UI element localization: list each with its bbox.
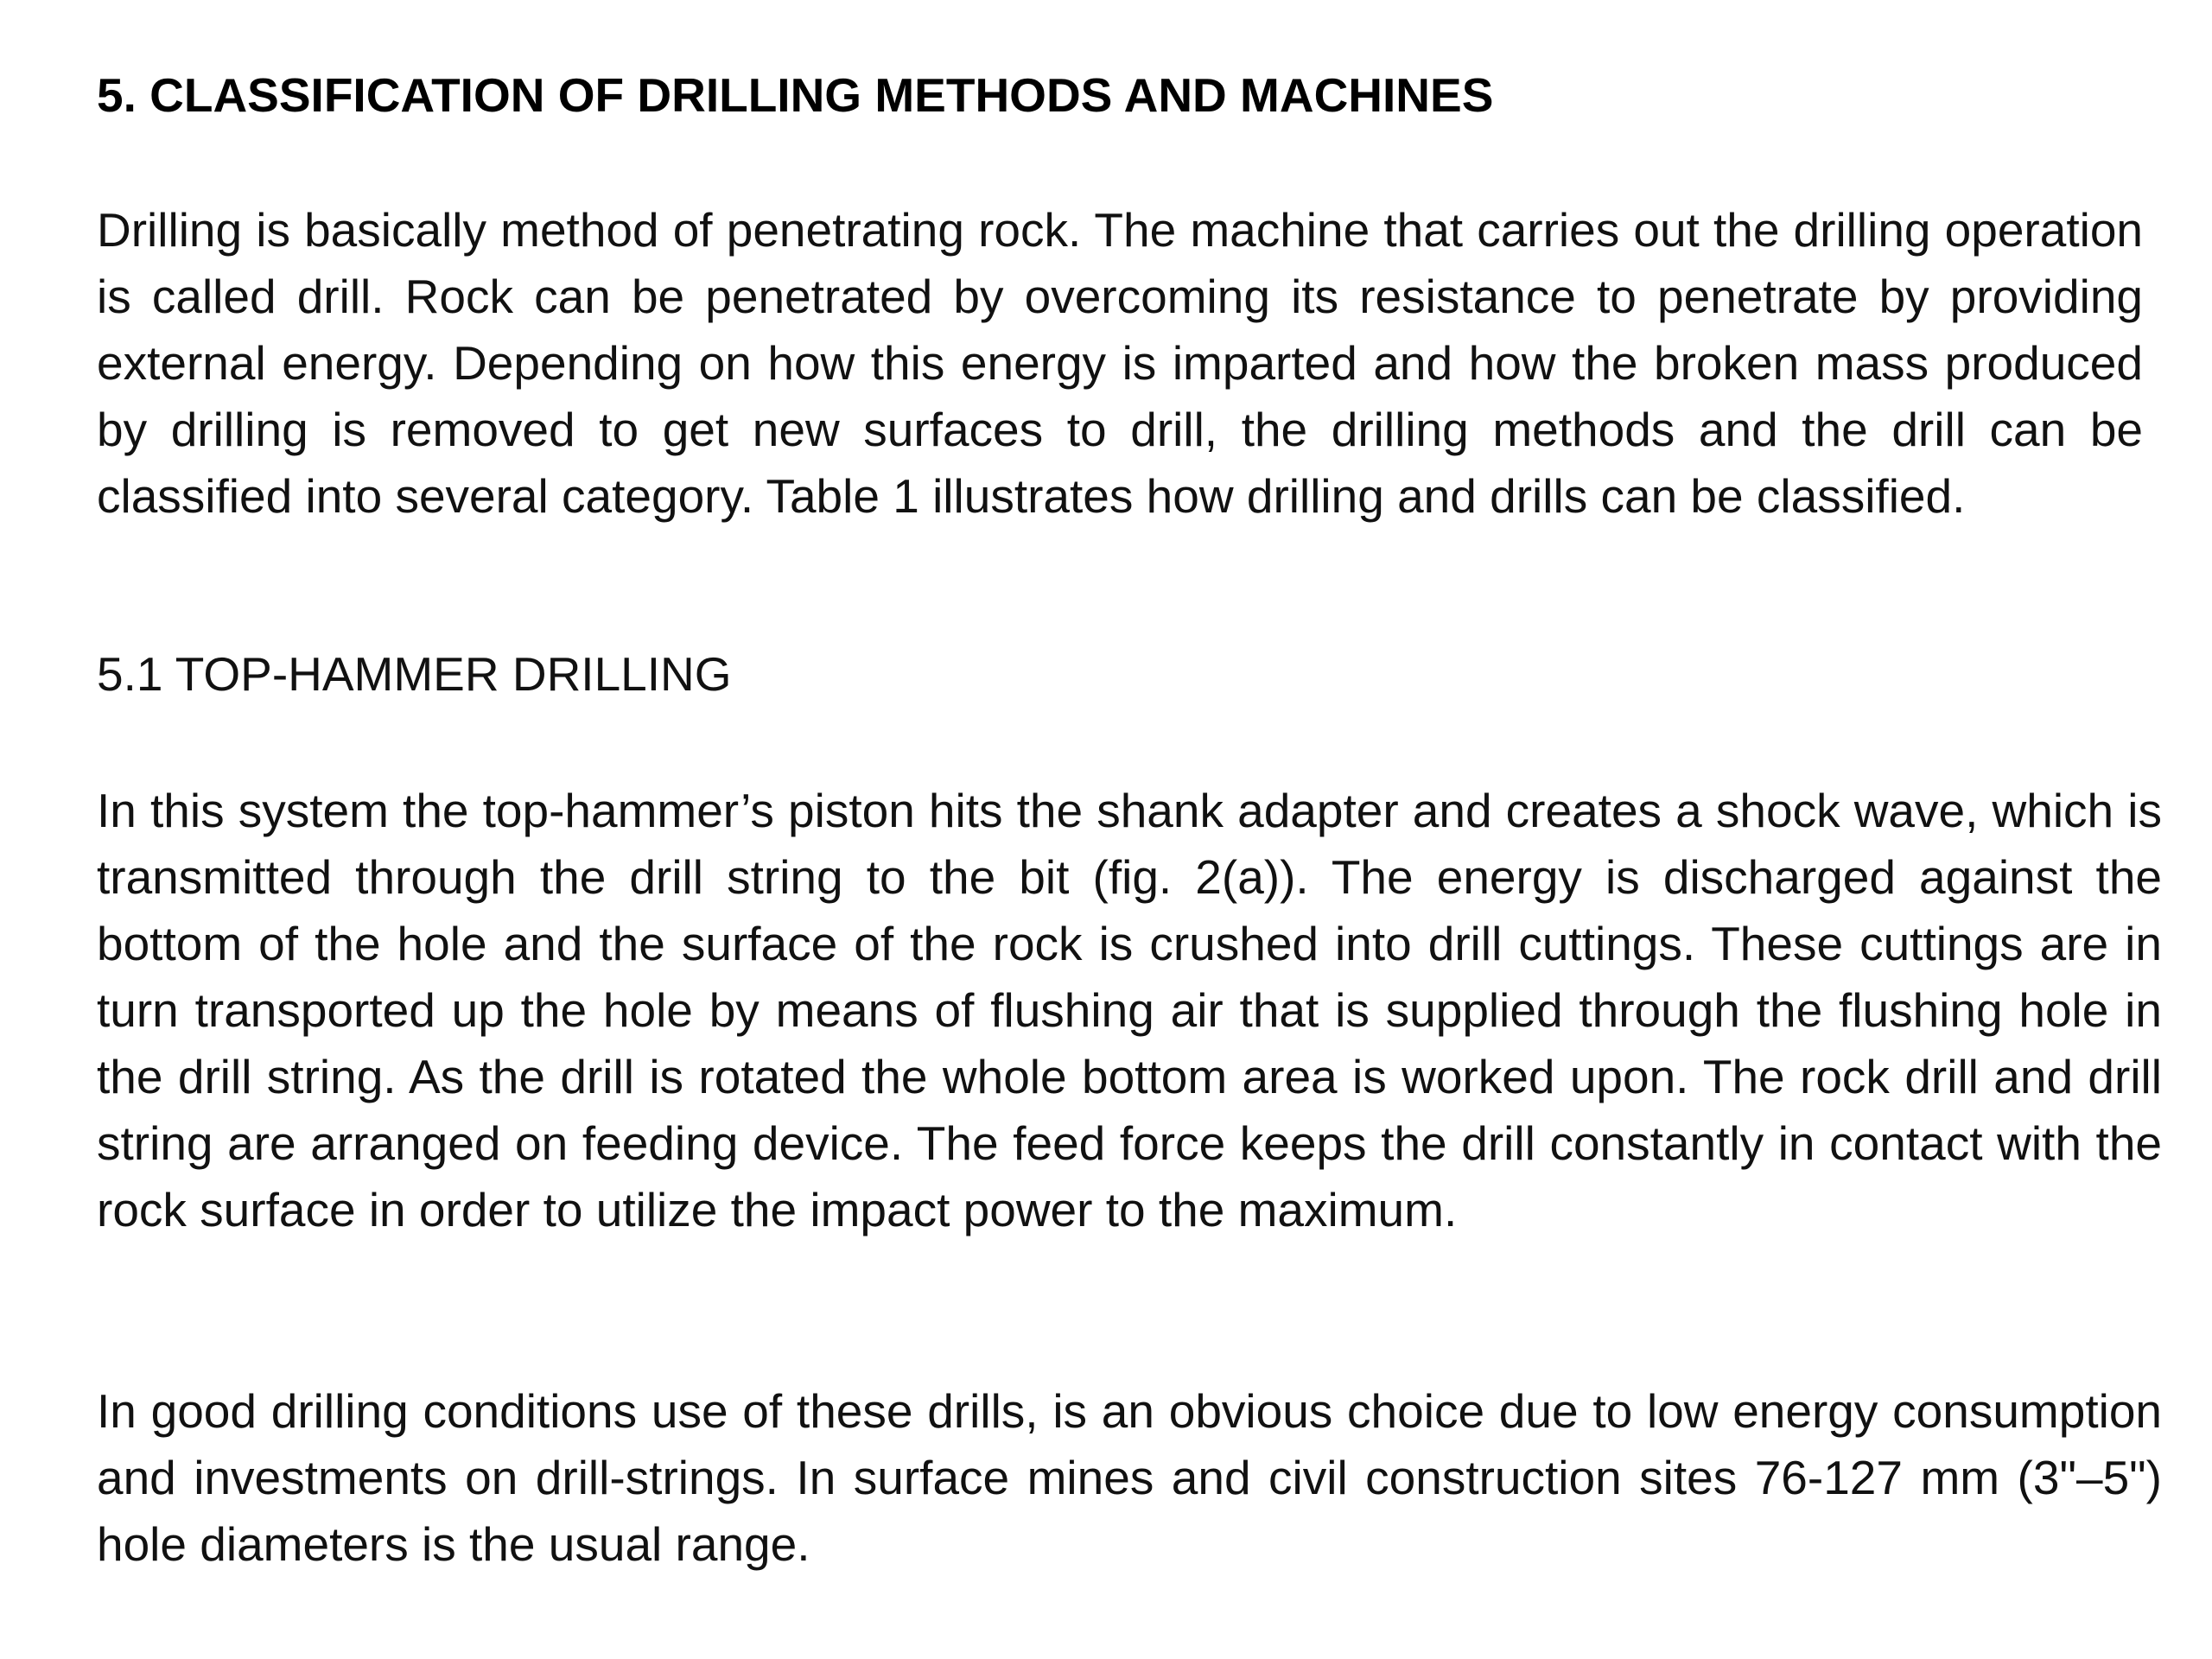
top-hammer-paragraph: In this system the top-hammer’s piston hits the shank adapter and creates a shock wave, which is transmitted through the drill string to the bit (fig. 2(a)). The energy is discharged against the bottom of the hole and the surface of the rock is crushed into drill cuttings. These cuttings are in turn transported up the hole by means of flushing air that is supplied through the flushing hole in the drill string. As the drill is rotated the whole bottom area is worked upon. The rock drill and drill string are arranged on feeding device. The feed force keeps the drill constantly in contact with the rock surface in order to utilize the impact power to the maximum.	[97, 784, 2162, 1236]
subsection-heading: 5.1 TOP-HAMMER DRILLING	[97, 647, 732, 701]
intro-paragraph: Drilling is basically method of penetrating rock. The machine that carries out the drilling operation is called drill. Rock can be penetrated by overcoming its resistance to penetrate by providing external energy. Depending on how this energy is imparted and how the broken mass produced by drilling is removed to get new surfaces to drill, the drilling methods and the drill can be classified into several category. Table 1 illustrates how drilling and drills can be classified.	[97, 203, 2143, 523]
drilling-conditions-paragraph: In good drilling conditions use of these drills, is an obvious choice due to low energy consumption and investments on drill-strings. In surface mines and civil construction sites 76-127 mm (3"–5") hole diameters is the usual range.	[97, 1384, 2162, 1571]
section-heading: 5. CLASSIFICATION OF DRILLING METHODS AND MACHINES	[97, 68, 1494, 122]
